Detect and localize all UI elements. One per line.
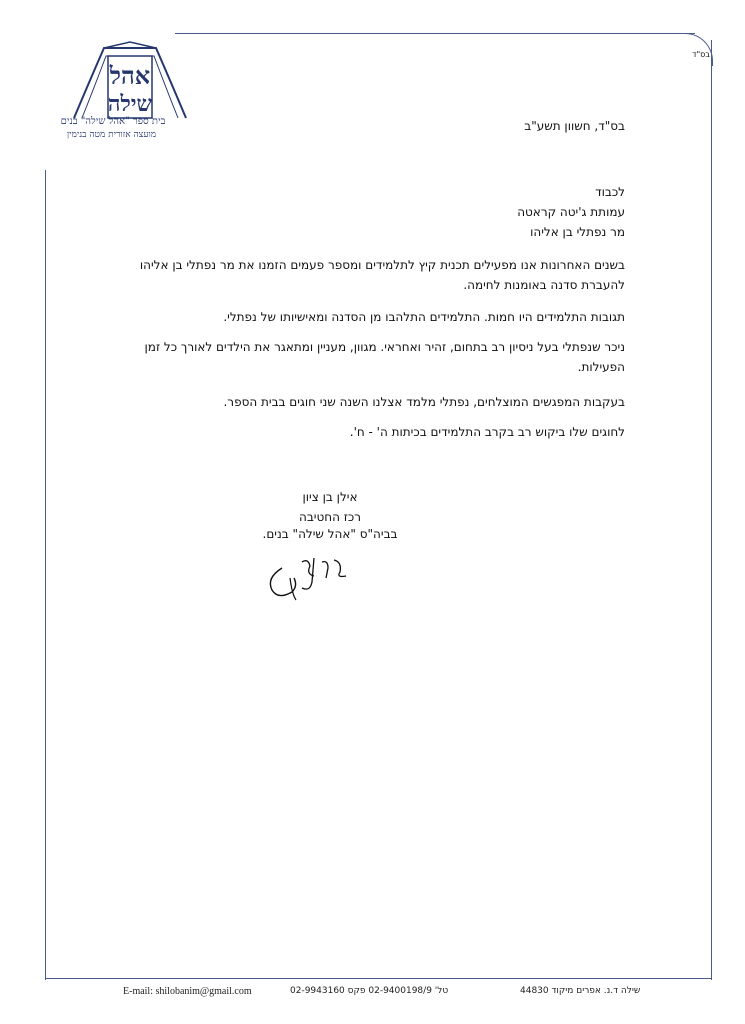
- recipient-organization: עמותת ג'יטה קראטה: [517, 205, 625, 219]
- logo-school-name: בית ספר "אהל שילה" בנים: [60, 116, 166, 127]
- svg-text:אהל: אהל: [109, 61, 151, 90]
- tent-logo-icon: [70, 40, 190, 120]
- frame-right-line: [711, 40, 712, 980]
- frame-top-line: [175, 33, 695, 34]
- corner-bsd-mark: בס"ד: [692, 50, 710, 59]
- body-paragraph-1: בשנים האחרונות אנו מפעילים תכנית קיץ לתלמידים ומספר פעמים הזמנו את מר נפתלי בן אליהו להעברת סדנה באומנות לחימה.: [139, 258, 625, 292]
- body-paragraph-4: בעקבות המפגשים המוצלחים, נפתלי מלמד אצלנו השנה שני חוגים בבית הספר.: [223, 395, 625, 409]
- footer-email: E-mail: shilobanim@gmail.com: [123, 986, 252, 997]
- logo-council-name: מועצה אזורית מטה בנימין: [66, 130, 157, 140]
- svg-text:שילה: שילה: [107, 91, 153, 117]
- letter-date: בס"ד, חשוון תשע"ב: [524, 119, 625, 133]
- footer-phones: טל' 02-9400198/9 פקס 02-9943160: [290, 986, 449, 996]
- handwritten-signature: [262, 548, 352, 604]
- signer-name: אילן בן ציון: [302, 490, 358, 504]
- signer-role: רכז החטיבה: [298, 510, 361, 524]
- frame-bottom-line: [45, 978, 712, 979]
- school-logo: [70, 40, 190, 120]
- recipient-person: מר נפתלי בן אליהו: [530, 225, 625, 239]
- body-paragraph-3: ניכר שנפתלי בעל ניסיון רב בתחום, זהיר ואחראי. מגוון, מעניין ומתאגר את הילדים לאורך כל זמן הפעילות.: [144, 340, 625, 374]
- body-paragraph-5: לחוגים שלו ביקוש רב בקרב התלמידים בכיתות ה' - ח'.: [349, 425, 625, 439]
- frame-left-line: [45, 170, 46, 980]
- signer-school: בביה"ס "אהל שילה" בנים.: [262, 527, 398, 541]
- footer-address: שילה ד.נ. אפרים מיקוד 44830: [520, 986, 641, 996]
- body-paragraph-2: תגובות התלמידים היו חמות. התלמידים התלהבו מן הסדנה ומאישיותו של נפתלי.: [223, 310, 625, 324]
- recipient-greeting: לכבוד: [595, 185, 625, 199]
